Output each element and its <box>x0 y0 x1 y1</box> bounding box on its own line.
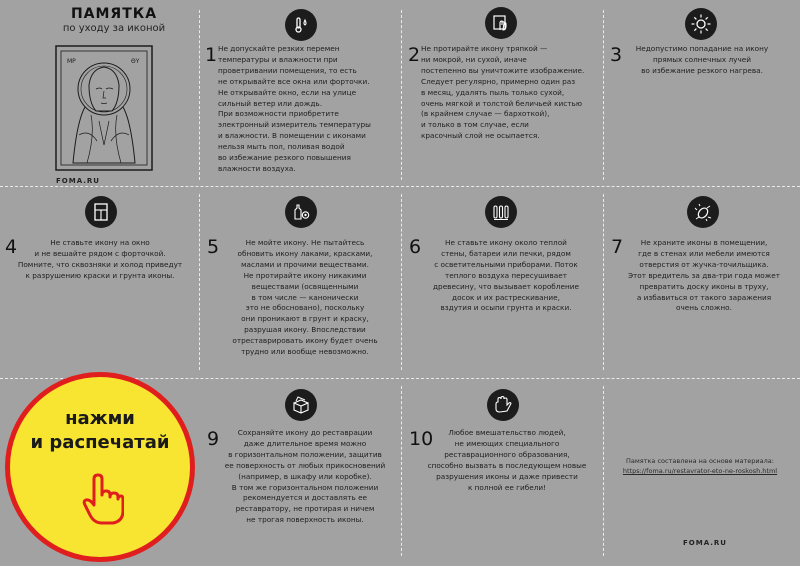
tip-text: Недопустимо попадание на икону прямых солнечных лучей во избежание резкого нагрева. <box>635 44 769 75</box>
svg-text:MP: MP <box>67 58 76 65</box>
tip-text: Не мойте икону. Не пытайтесь обновить икону лаками, красками, маслами и прочими веществами. Не протирайте икону никакими веществами (освященными в том числе — канонически это не обосновано), поскольку они проникают в грунт и краску, разрушая икону. Впоследствии отреставрировать икону будет очень трудно или вообще невозможно. <box>232 238 378 357</box>
divider <box>401 386 402 556</box>
divider <box>603 386 604 556</box>
tip-number: 3 <box>610 44 623 66</box>
radiator-icon <box>485 196 517 228</box>
icon-illustration <box>55 45 153 171</box>
pointing-hand-icon <box>82 473 124 525</box>
divider <box>199 10 200 180</box>
tip-number: 5 <box>207 236 220 258</box>
tip-text: Не допускайте резких перемен температуры и влажности при проветривании помещения, то есть не открывайте все окна или форточки. Не открывайте окно, если на улице сильный ветер или дождь. При возможности приобретите электронный измеритель температуры и влажности. В помещении с иконами нельзя мыть пол, поливая водой во избежание резкого повышения влажности воздуха. <box>218 44 371 173</box>
print-button-label: нажми и распечатай <box>30 408 170 453</box>
window-icon <box>85 196 117 228</box>
brand-logo: FOMA.RU <box>56 177 100 185</box>
page-subtitle: по уходу за иконой <box>62 23 166 34</box>
tip-text: Сохраняйте икону до реставрации даже длительное время можно в горизонтальном положении, защитив ее поверхность от любых прикосновений (например, в шкафу или коробке). В том же горизонтальном положении рекомендуется и доставлять ее реставратору, не протирая и ничем не трогая поверхность иконы. <box>224 428 386 525</box>
source-label: Памятка составлена на основе материала: <box>626 457 774 465</box>
tip-text: Любое вмешательство людей, не имеющих специального реставрационного образования, способно вызвать в последующем новые разрушения иконы и даже привести к полной ее гибели! <box>427 428 587 492</box>
memo-header <box>44 6 184 34</box>
tip-number: 4 <box>5 236 18 258</box>
source-link[interactable]: https://foma.ru/restavrator-eto-ne-roskosh.html <box>622 467 778 475</box>
source-note <box>610 456 790 476</box>
divider <box>603 10 604 180</box>
tip-number: 1 <box>205 44 218 66</box>
divider <box>0 186 800 187</box>
sun-icon <box>685 8 717 40</box>
divider <box>401 10 402 180</box>
footer-brand: FOMA.RU <box>683 539 727 547</box>
tip-number: 6 <box>409 236 422 258</box>
divider <box>199 194 200 370</box>
tip-number: 7 <box>611 236 624 258</box>
box-icon <box>285 389 317 421</box>
tip-text: Не ставьте икону на окно и не вешайте рядом с форточкой. Помните, что сквозняки и холод приведут к разрушению краски и грунта иконы. <box>17 238 183 280</box>
divider <box>401 194 402 370</box>
tip-number: 2 <box>408 44 421 66</box>
tip-number: 9 <box>207 428 220 450</box>
page-title: ПАМЯТКА <box>70 6 158 22</box>
tip-text: Не протирайте икону тряпкой — ни мокрой, ни сухой, иначе постепенно вы уничтожите изображение. Следует регулярно, примерно один раз в месяц, удалять пыль только сухой, очень мягкой и толстой беличьей кистью (в крайнем случае — бархоткой), и только в том случае, если красочный слой не осыпается. <box>421 44 585 141</box>
thermometer-droplet-icon <box>285 9 317 41</box>
divider <box>603 194 604 370</box>
svg-text:ΘY: ΘY <box>131 58 140 65</box>
hand-stop-icon <box>487 389 519 421</box>
tip-number: 10 <box>409 428 434 450</box>
tip-text: Не храните иконы в помещении, где в стенах или мебели имеются отверстия от жучка-точильщика. Этот вредитель за два-три года может превратить доску иконы в труху, а избавиться от такого заражения очень сложно. <box>627 238 781 313</box>
beetle-icon <box>687 196 719 228</box>
hand-cloth-icon <box>485 7 517 39</box>
cleaning-bottle-icon <box>285 196 317 228</box>
tip-text: Не ставьте икону около теплой стены, батареи или печки, рядом с осветительными приборами. Поток теплого воздуха пересушивает древесину, что вызывает коробление досок и их растрескивание, вздутия и осыпи грунта и краски. <box>433 238 579 313</box>
print-button[interactable] <box>5 372 195 562</box>
